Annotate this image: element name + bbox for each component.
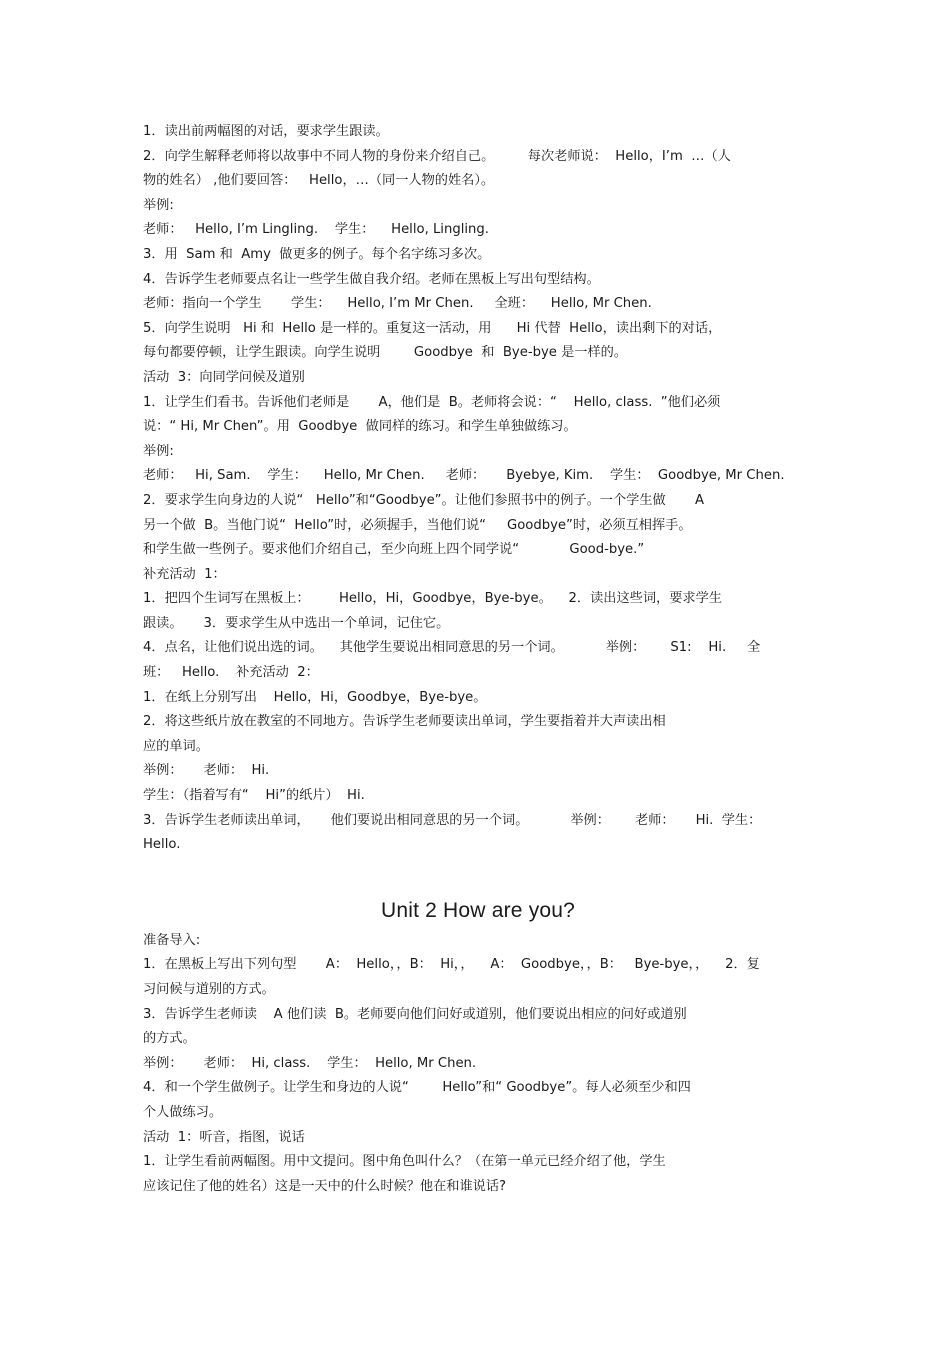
text-line: 2．向学生解释老师将以故事中不同人物的身份来介绍自己。 每次老师说： Hello，I’m …（人 [143, 148, 731, 164]
text-line: Hello. [143, 837, 181, 853]
text-line: 应的单词。 [143, 738, 209, 754]
text-line: 个人做练习。 [143, 1104, 223, 1120]
text-line: 3．告诉学生老师读出单词， 他们要说出相同意思的另一个词。 举例： 老师： Hi. 学生： [143, 812, 762, 828]
text-line: 习问候与道别的方式。 [143, 982, 275, 997]
text-line: 物的姓名） ,他们要回答： Hello，…（同一人物的姓名）。 [143, 173, 495, 189]
text-line: 另一个做 B。当他门说“ Hello”时，必须握手，当他们说“ Goodbye”时，必须互相挥手。 [143, 517, 692, 533]
text-line: 举例: [143, 197, 174, 213]
text-line: 举例： 老师： Hi, class. 学生： Hello, Mr Chen. [143, 1055, 477, 1071]
text-line: 老师： Hello, I’m Lingling. 学生： Hello, Lingling. [143, 222, 489, 238]
text-line: 举例： 老师： Hi. [143, 763, 270, 779]
text-line: 应该记住了他的姓名）这是一天中的什么时候？他在和谁说话? [143, 1178, 507, 1194]
text-line: 每句都要停顿，让学生跟读。向学生说明 Goodbye 和 Bye-bye 是一样的。 [143, 345, 628, 361]
text-line: 老师： Hi, Sam. 学生： Hello, Mr Chen. 老师： Byebye, Kim. 学生： Goodbye, Mr Chen. [143, 468, 785, 484]
text-line: 班： Hello. 补充活动 2： [143, 665, 319, 681]
text-line: 补充活动 1： [143, 566, 226, 582]
text-line: 5．向学生说明 Hi 和 Hello 是一样的。重复这一活动，用 Hi 代替 Hello，读出剩下的对话， [143, 320, 722, 336]
text-line: 1．让学生们看书。告诉他们老师是 A，他们是 B。老师将会说：“ Hello, class. ”他们必须 [143, 394, 721, 410]
text-line: 2．要求学生向身边的人说“ Hello”和“Goodbye”。让他们参照书中的例子。一个学生做 A [143, 492, 705, 508]
text-line: 学生：（指着写有“ Hi”的纸片） Hi. [143, 788, 365, 804]
text-line: 举例: [143, 443, 174, 459]
document-page [143, 120, 813, 1199]
text-line: 老师：指向一个学生 学生： Hello, I’m Mr Chen. 全班： Hello, Mr Chen. [143, 296, 652, 312]
unit-title: Unit 2 How are you? [380, 898, 576, 922]
text-line: 1．把四个生词写在黑板上： Hello，Hi，Goodbye，Bye-bye。 2．读出这些词，要求学生 [143, 591, 722, 607]
text-line: 4．点名，让他们说出选的词。 其他学生要说出相同意思的另一个词。 举例： S1: Hi. 全 [143, 640, 761, 656]
text-line: 的方式。 [143, 1031, 196, 1047]
text-line: 4．和一个学生做例子。让学生和身边的人说“ Hello”和“ Goodbye”。每人必须至少和四 [143, 1080, 691, 1096]
text-line: 3．告诉学生老师读 A 他们读 B。老师要向他们问好或道别，他们要说出相应的问好或道别 [143, 1006, 687, 1022]
text-line: 说：“ Hi, Mr Chen”。用 Goodbye 做同样的练习。和学生单独做练习。 [143, 419, 577, 435]
text-line: 1．让学生看前两幅图。用中文提问。图中角色叫什么？（在第一单元已经介绍了他，学生 [143, 1154, 666, 1170]
text-line: 1．在纸上分别写出 Hello，Hi，Goodbye，Bye-bye。 [143, 689, 487, 705]
text-line: 活动 1：听音，指图，说话 [143, 1129, 305, 1145]
text-line: 1．在黑板上写出下列句型 A： Hello，，B： Hi，， A： Goodbye，，B： Bye-bye，， 2．复 [143, 957, 760, 973]
text-line: 1．读出前两幅图的对话，要求学生跟读。 [143, 124, 389, 139]
text-line: 和学生做一些例子。要求他们介绍自己，至少向班上四个同学说“ Good-bye.” [143, 542, 645, 558]
text-line: 跟读。 3．要求学生从中选出一个单词，记住它。 [143, 615, 450, 631]
text-line: 3．用 Sam 和 Amy 做更多的例子。每个名字练习多次。 [143, 246, 491, 262]
lesson-section-unit2 [143, 929, 813, 1200]
text-line: 4．告诉学生老师要点名让一些学生做自我介绍。老师在黑板上写出句型结构。 [143, 271, 600, 287]
lesson-section-unit1 [143, 120, 813, 858]
text-line: 2．将这些纸片放在教室的不同地方。告诉学生老师要读出单词，学生要指着并大声读出相 [143, 714, 666, 730]
text-line: 准备导入: [143, 932, 201, 948]
text-line: 活动 3：向同学问候及道别 [143, 369, 305, 385]
